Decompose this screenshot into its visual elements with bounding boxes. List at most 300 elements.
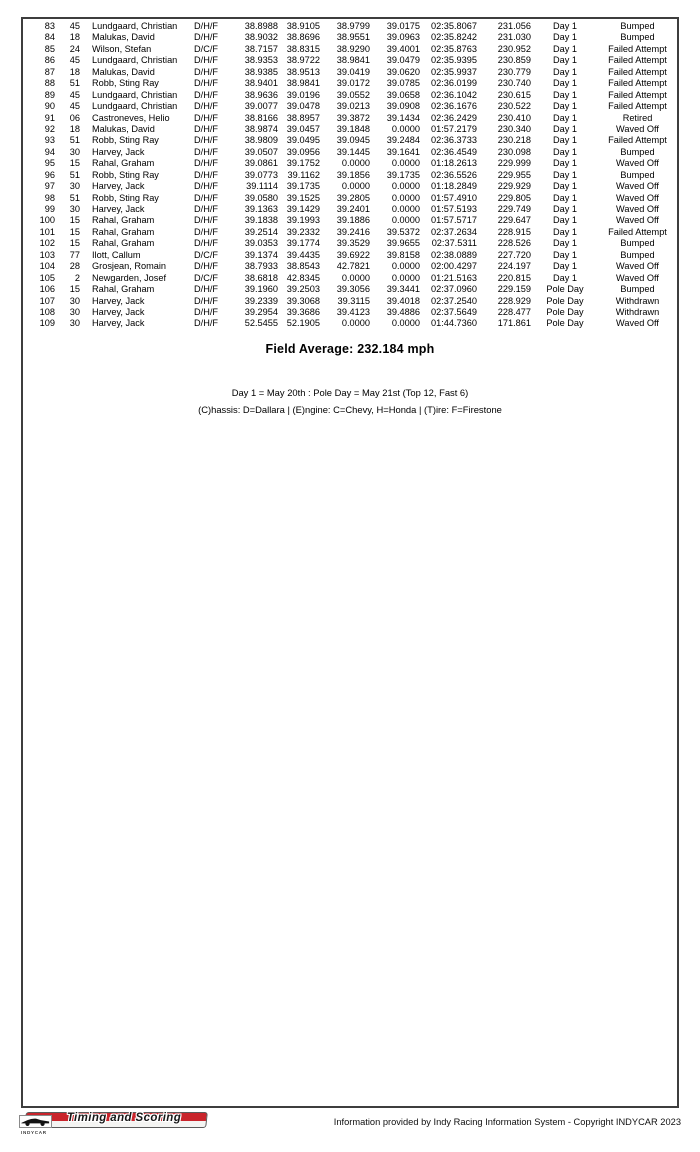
average-speed: 229.749 — [497, 204, 531, 214]
chassis-engine-tire: D/H/F — [194, 135, 218, 146]
average-speed: 230.218 — [497, 135, 531, 146]
chassis-engine-tire: D/H/F — [194, 204, 218, 214]
timing-sheet-border — [21, 17, 679, 1108]
car-number: 77 — [69, 249, 80, 260]
lap4-time: 0.0000 — [391, 123, 420, 134]
driver-name: Robb, Sting Ray — [92, 135, 159, 146]
rank: 104 — [39, 261, 55, 272]
status: Waved Off — [616, 204, 659, 214]
lap1-time: 52.5455 — [244, 318, 278, 329]
lap2-time: 39.1429 — [286, 204, 320, 214]
average-speed: 220.815 — [497, 272, 531, 283]
status: Bumped — [620, 284, 655, 295]
day: Day 1 — [552, 204, 577, 214]
status: Bumped — [620, 32, 655, 43]
rank: 92 — [44, 123, 55, 134]
lap4-time: 0.0000 — [391, 181, 420, 192]
chassis-engine-tire: D/H/F — [194, 192, 218, 203]
lap2-time: 38.8543 — [286, 261, 320, 272]
total-time: 02:00.4297 — [431, 261, 477, 272]
driver-name: Ilott, Callum — [92, 249, 141, 260]
day: Day 1 — [552, 101, 577, 112]
chassis-engine-tire: D/H/F — [194, 169, 218, 180]
lap1-time: 38.9032 — [244, 32, 278, 43]
driver-name: Robb, Sting Ray — [92, 192, 159, 203]
lap1-time: 39.1114 — [246, 181, 278, 192]
day: Day 1 — [552, 21, 577, 31]
status: Failed Attempt — [608, 89, 667, 100]
table-row — [23, 124, 677, 135]
day: Day 1 — [552, 135, 577, 146]
average-speed: 229.647 — [497, 215, 531, 226]
chassis-engine-tire: D/H/F — [194, 306, 218, 317]
status: Waved Off — [616, 272, 659, 283]
chassis-engine-tire: D/H/F — [194, 32, 218, 43]
total-time: 02:36.1042 — [431, 89, 477, 100]
rank: 83 — [44, 21, 55, 31]
lap2-time: 38.8315 — [286, 43, 320, 54]
lap4-time: 39.4886 — [386, 306, 420, 317]
rank: 85 — [44, 43, 55, 54]
day: Day 1 — [552, 215, 577, 226]
table-row — [23, 170, 677, 181]
lap1-time: 38.9385 — [244, 66, 278, 77]
car-number: 2 — [74, 272, 80, 283]
total-time: 02:38.0889 — [431, 249, 477, 260]
lap4-time: 0.0000 — [391, 204, 420, 214]
average-speed: 229.805 — [497, 192, 531, 203]
lap2-time: 38.9513 — [286, 66, 320, 77]
lap4-time: 39.8158 — [386, 249, 420, 260]
status: Waved Off — [616, 215, 659, 226]
lap2-time: 39.0457 — [286, 123, 320, 134]
driver-name: Rahal, Graham — [92, 215, 155, 226]
table-row — [23, 44, 677, 55]
driver-name: Rahal, Graham — [92, 238, 155, 249]
car-number: 45 — [69, 55, 80, 66]
lap2-time: 38.9105 — [286, 21, 320, 31]
total-time: 02:37.2634 — [431, 226, 477, 237]
average-speed: 230.410 — [497, 112, 531, 123]
average-speed: 231.056 — [497, 21, 531, 31]
total-time: 02:35.8763 — [431, 43, 477, 54]
lap2-time: 38.8696 — [286, 32, 320, 43]
chassis-engine-tire: D/H/F — [194, 112, 218, 123]
driver-name: Grosjean, Romain — [92, 261, 167, 272]
lap4-time: 0.0000 — [391, 261, 420, 272]
lap3-time: 38.9290 — [336, 43, 370, 54]
average-speed: 230.779 — [497, 66, 531, 77]
car-number: 15 — [69, 226, 80, 237]
average-speed: 228.477 — [497, 306, 531, 317]
total-time: 01:44.7360 — [431, 318, 477, 329]
rank: 84 — [44, 32, 55, 43]
rank: 109 — [39, 318, 55, 329]
day: Pole Day — [546, 295, 584, 306]
lap1-time: 38.8988 — [244, 21, 278, 31]
lap3-time: 0.0000 — [341, 318, 370, 329]
lap3-time: 39.1848 — [336, 123, 370, 134]
total-time: 02:36.3733 — [431, 135, 477, 146]
car-number: 30 — [69, 306, 80, 317]
lap4-time: 39.0175 — [386, 21, 420, 31]
chassis-engine-tire: D/H/F — [194, 226, 218, 237]
total-time: 02:35.8242 — [431, 32, 477, 43]
lap2-time: 39.0478 — [286, 101, 320, 112]
total-time: 01:18.2849 — [431, 181, 477, 192]
average-speed: 230.615 — [497, 89, 531, 100]
lap2-time: 39.0495 — [286, 135, 320, 146]
chassis-engine-tire: D/C/F — [194, 249, 218, 260]
average-speed: 228.526 — [497, 238, 531, 249]
lap2-time: 38.8957 — [286, 112, 320, 123]
car-number: 30 — [69, 204, 80, 214]
day: Pole Day — [546, 318, 584, 329]
table-row — [23, 261, 677, 272]
lap4-time: 0.0000 — [391, 158, 420, 169]
rank: 102 — [39, 238, 55, 249]
rank: 101 — [39, 226, 55, 237]
rank: 89 — [44, 89, 55, 100]
status: Bumped — [620, 249, 655, 260]
chassis-engine-tire: D/H/F — [194, 21, 218, 31]
lap1-time: 38.9809 — [244, 135, 278, 146]
driver-name: Rahal, Graham — [92, 158, 155, 169]
status: Waved Off — [616, 318, 659, 329]
table-row — [23, 284, 677, 295]
driver-name: Harvey, Jack — [92, 295, 145, 306]
driver-name: Lundgaard, Christian — [92, 55, 178, 66]
lap4-time: 0.0000 — [391, 318, 420, 329]
lap1-time: 39.1960 — [244, 284, 278, 295]
chassis-engine-tire: D/H/F — [194, 78, 218, 89]
timing-and-scoring-logo — [18, 1110, 214, 1146]
status: Bumped — [620, 146, 655, 157]
lap4-time: 39.0785 — [386, 78, 420, 89]
day: Pole Day — [546, 306, 584, 317]
lap4-time: 39.3441 — [386, 284, 420, 295]
average-speed: 230.740 — [497, 78, 531, 89]
status: Bumped — [620, 21, 655, 31]
car-number: 18 — [69, 66, 80, 77]
average-speed: 228.929 — [497, 295, 531, 306]
rank: 91 — [44, 112, 55, 123]
table-row — [23, 147, 677, 158]
rank: 86 — [44, 55, 55, 66]
day: Day 1 — [552, 43, 577, 54]
lap1-time: 38.9874 — [244, 123, 278, 134]
table-row — [23, 204, 677, 215]
lap3-time: 39.6922 — [336, 249, 370, 260]
lap2-time: 39.2332 — [286, 226, 320, 237]
car-number: 45 — [69, 101, 80, 112]
car-number: 15 — [69, 238, 80, 249]
total-time: 02:35.8067 — [431, 21, 477, 31]
lap4-time: 39.4001 — [386, 43, 420, 54]
chassis-engine-tire: D/H/F — [194, 238, 218, 249]
lap4-time: 39.0479 — [386, 55, 420, 66]
lap2-time: 39.3686 — [286, 306, 320, 317]
lap1-time: 38.8166 — [244, 112, 278, 123]
average-speed: 231.030 — [497, 32, 531, 43]
driver-name: Robb, Sting Ray — [92, 78, 159, 89]
total-time: 01:57.5717 — [431, 215, 477, 226]
lap4-time: 0.0000 — [391, 215, 420, 226]
driver-name: Harvey, Jack — [92, 181, 145, 192]
lap3-time: 39.3872 — [336, 112, 370, 123]
total-time: 01:21.5163 — [431, 272, 477, 283]
status: Withdrawn — [615, 306, 660, 317]
lap3-time: 42.7821 — [336, 261, 370, 272]
table-row — [23, 135, 677, 146]
total-time: 02:35.9395 — [431, 55, 477, 66]
lap2-time: 39.0956 — [286, 146, 320, 157]
rank: 106 — [39, 284, 55, 295]
average-speed: 228.915 — [497, 226, 531, 237]
table-row — [23, 250, 677, 261]
status: Failed Attempt — [608, 135, 667, 146]
table-row — [23, 238, 677, 249]
total-time: 02:37.0960 — [431, 284, 477, 295]
lap4-time: 39.0658 — [386, 89, 420, 100]
total-time: 01:57.5193 — [431, 204, 477, 214]
lap4-time: 39.0620 — [386, 66, 420, 77]
lap2-time: 39.1162 — [287, 169, 320, 180]
table-row — [23, 227, 677, 238]
lap3-time: 39.2401 — [336, 204, 370, 214]
total-time: 01:18.2613 — [431, 158, 477, 169]
chassis-engine-tire: D/H/F — [194, 55, 218, 66]
provider-copyright-text: Information provided by Indy Racing Information System - Copyright INDYCAR 2023 — [333, 1117, 681, 1127]
lap2-time: 39.1774 — [286, 238, 320, 249]
driver-name: Harvey, Jack — [92, 318, 145, 329]
status: Waved Off — [616, 158, 659, 169]
status: Failed Attempt — [608, 101, 667, 112]
total-time: 01:57.4910 — [431, 192, 477, 203]
rank: 90 — [44, 101, 55, 112]
chassis-engine-tire: D/H/F — [194, 261, 218, 272]
lap3-time: 39.1886 — [336, 215, 370, 226]
lap3-time: 38.9799 — [336, 21, 370, 31]
lap2-time: 39.2503 — [286, 284, 320, 295]
chassis-engine-tire: D/H/F — [194, 215, 218, 226]
car-number: 30 — [69, 295, 80, 306]
day: Day 1 — [552, 181, 577, 192]
average-speed: 230.952 — [497, 43, 531, 54]
lap1-time: 39.1838 — [244, 215, 278, 226]
lap3-time: 39.0172 — [336, 78, 370, 89]
average-speed: 230.098 — [497, 146, 531, 157]
driver-name: Wilson, Stefan — [92, 43, 152, 54]
car-number: 15 — [69, 215, 80, 226]
day: Day 1 — [552, 146, 577, 157]
table-row — [23, 307, 677, 318]
table-row — [23, 193, 677, 204]
lap3-time: 39.1445 — [336, 146, 370, 157]
lap3-time: 0.0000 — [341, 272, 370, 283]
lap3-time: 39.0945 — [336, 135, 370, 146]
lap4-time: 39.1641 — [386, 146, 420, 157]
rank: 107 — [39, 295, 55, 306]
status: Failed Attempt — [608, 226, 667, 237]
lap3-time: 39.3115 — [337, 295, 370, 306]
driver-name: Harvey, Jack — [92, 306, 145, 317]
driver-name: Castroneves, Helio — [92, 112, 170, 123]
chassis-engine-tire: D/H/F — [194, 101, 218, 112]
car-number: 28 — [69, 261, 80, 272]
chassis-engine-tire: D/H/F — [194, 66, 218, 77]
lap2-time: 39.1752 — [286, 158, 320, 169]
average-speed: 224.197 — [497, 261, 531, 272]
status: Waved Off — [616, 181, 659, 192]
car-number: 15 — [69, 158, 80, 169]
chassis-engine-tire: D/H/F — [194, 284, 218, 295]
average-speed: 229.999 — [497, 158, 531, 169]
lap3-time: 39.3529 — [336, 238, 370, 249]
rank: 99 — [44, 204, 55, 214]
rank: 88 — [44, 78, 55, 89]
table-row — [23, 318, 677, 329]
status: Failed Attempt — [608, 43, 667, 54]
status: Waved Off — [616, 123, 659, 134]
car-number: 30 — [69, 181, 80, 192]
lap2-time: 38.9841 — [286, 78, 320, 89]
day: Day 1 — [552, 32, 577, 43]
car-number: 51 — [69, 78, 80, 89]
driver-name: Lundgaard, Christian — [92, 21, 178, 31]
average-speed: 229.955 — [497, 169, 531, 180]
rank: 97 — [44, 181, 55, 192]
chassis-engine-tire: D/C/F — [194, 43, 218, 54]
lap1-time: 39.2339 — [244, 295, 278, 306]
chassis-engine-tire: D/H/F — [194, 181, 218, 192]
rank: 98 — [44, 192, 55, 203]
lap1-time: 39.1363 — [244, 204, 278, 214]
lap1-time: 39.0077 — [244, 101, 278, 112]
average-speed: 229.929 — [497, 181, 531, 192]
day: Day 1 — [552, 55, 577, 66]
lap1-time: 39.0507 — [244, 146, 278, 157]
day: Day 1 — [552, 226, 577, 237]
table-row — [23, 215, 677, 226]
table-row — [23, 158, 677, 169]
average-speed: 230.340 — [497, 123, 531, 134]
lap1-time: 38.9636 — [244, 89, 278, 100]
status: Bumped — [620, 238, 655, 249]
lap3-time: 38.9551 — [336, 32, 370, 43]
car-number: 30 — [69, 318, 80, 329]
status: Failed Attempt — [608, 66, 667, 77]
qualifying-results-table — [23, 19, 677, 330]
status: Bumped — [620, 169, 655, 180]
lap1-time: 39.0580 — [244, 192, 278, 203]
lap3-time: 39.4123 — [336, 306, 370, 317]
day: Day 1 — [552, 89, 577, 100]
chassis-engine-tire: D/H/F — [194, 295, 218, 306]
day: Pole Day — [546, 284, 584, 295]
total-time: 02:36.5526 — [431, 169, 477, 180]
total-time: 02:36.0199 — [431, 78, 477, 89]
lap2-time: 39.1525 — [286, 192, 320, 203]
driver-name: Rahal, Graham — [92, 284, 155, 295]
lap4-time: 39.4018 — [386, 295, 420, 306]
table-row — [23, 32, 677, 43]
lap4-time: 39.2484 — [386, 135, 420, 146]
driver-name: Harvey, Jack — [92, 204, 145, 214]
total-time: 02:37.5649 — [431, 306, 477, 317]
day: Day 1 — [552, 66, 577, 77]
driver-name: Malukas, David — [92, 66, 155, 77]
rank: 94 — [44, 146, 55, 157]
table-row — [23, 101, 677, 112]
table-row — [23, 296, 677, 307]
lap2-time: 39.4435 — [286, 249, 320, 260]
lap2-time: 39.1735 — [286, 181, 320, 192]
lap4-time: 39.1434 — [386, 112, 420, 123]
total-time: 02:36.1676 — [431, 101, 477, 112]
lap3-time: 38.9841 — [336, 55, 370, 66]
average-speed: 227.720 — [497, 249, 531, 260]
car-number: 45 — [69, 21, 80, 31]
car-number: 30 — [69, 146, 80, 157]
lap4-time: 0.0000 — [391, 272, 420, 283]
average-speed: 171.861 — [497, 318, 531, 329]
day: Day 1 — [552, 192, 577, 203]
driver-name: Lundgaard, Christian — [92, 101, 178, 112]
day: Day 1 — [552, 78, 577, 89]
lap1-time: 39.0861 — [244, 158, 278, 169]
driver-name: Rahal, Graham — [92, 226, 155, 237]
lap4-time: 39.0963 — [386, 32, 420, 43]
total-time: 01:57.2179 — [431, 123, 477, 134]
average-speed: 229.159 — [497, 284, 531, 295]
car-number: 18 — [69, 123, 80, 134]
car-number: 45 — [69, 89, 80, 100]
day: Day 1 — [552, 169, 577, 180]
driver-name: Lundgaard, Christian — [92, 89, 178, 100]
table-row — [23, 67, 677, 78]
lap3-time: 39.1856 — [336, 169, 370, 180]
table-row — [23, 181, 677, 192]
total-time: 02:36.2429 — [431, 112, 477, 123]
lap3-time: 39.2805 — [336, 192, 370, 203]
car-number: 51 — [69, 135, 80, 146]
lap1-time: 38.6818 — [244, 272, 278, 283]
status: Waved Off — [616, 192, 659, 203]
lap1-time: 39.0353 — [244, 238, 278, 249]
lap2-time: 52.1905 — [286, 318, 320, 329]
day: Day 1 — [552, 272, 577, 283]
lap1-time: 38.9401 — [244, 78, 278, 89]
car-number: 51 — [69, 192, 80, 203]
status: Failed Attempt — [608, 78, 667, 89]
lap3-time: 39.0552 — [336, 89, 370, 100]
total-time: 02:35.9937 — [431, 66, 477, 77]
chassis-engine-tire-legend-note: (C)hassis: D=Dallara | (E)ngine: C=Chevy, H=Honda | (T)ire: F=Firestone — [198, 403, 502, 415]
chassis-engine-tire: D/H/F — [194, 146, 218, 157]
table-row — [23, 273, 677, 284]
chassis-engine-tire: D/H/F — [194, 318, 218, 329]
rank: 95 — [44, 158, 55, 169]
rank: 93 — [44, 135, 55, 146]
driver-name: Robb, Sting Ray — [92, 169, 159, 180]
car-number: 15 — [69, 284, 80, 295]
rank: 100 — [39, 215, 55, 226]
lap3-time: 0.0000 — [341, 181, 370, 192]
table-row — [23, 21, 677, 32]
lap2-time: 42.8345 — [286, 272, 320, 283]
car-number: 24 — [69, 43, 80, 54]
